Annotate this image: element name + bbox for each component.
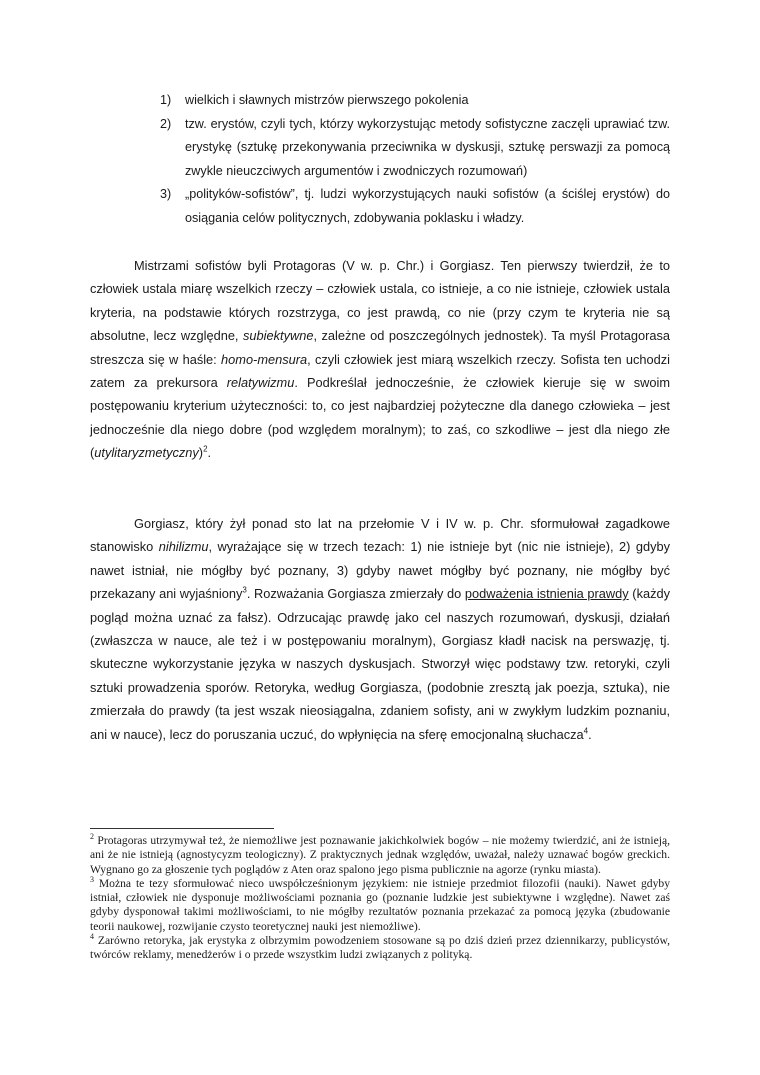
italic-term: subiektywne [243, 328, 314, 344]
text-run: (każdy pogląd można uznać za fałsz). Odrzucając prawdę jako cel naszych rozumowań, dyskusji, działań (zwłaszcza w nauce, ale też i w postępowaniu moralnym), Gorgiasz kładł nacisk na perswazję, tj. skuteczne wykorzystanie języka w naszych dyskusjach. Stworzył więc podstawy tzw. retoryki, czyli sztuki prowadzenia sporów. Retoryka, według Gorgiasza, (podobnie zresztą jak poezja, sztuka), nie zmierzała do prawdy (ta jest wszak nieosiągalna, zdaniem sofisty, ani w zwykłym ludzkim poznaniu, ani w nauce), lecz do poruszania uczuć, do wpłynięcia na sferę emocjonalną słuchacza [90, 586, 670, 742]
text-run: . Rozważania Gorgiasza zmierzały do [246, 586, 465, 602]
italic-term: utylitaryzmetyczny [94, 445, 199, 461]
footnote-ref[interactable]: 3 [242, 585, 247, 595]
text-run: , czyli człowiek jest miarą wszelkich rzeczy. Sofista ten uchodzi zatem za prekursora [90, 351, 670, 391]
list-item [160, 183, 670, 230]
footnote [90, 834, 670, 877]
list-item-number: 2) [160, 116, 172, 131]
footnote-text: Zarówno retoryka, jak erystyka z olbrzymim powodzeniem stosowane są po dziś dzień przez dziennikarzy, publicystów, twórców reklamy, menedżerów i o przede wszystkim ludzi związanych z polityką. [90, 934, 670, 962]
list-item-text: tzw. erystów, czyli tych, którzy wykorzystując metody sofistyczne zaczęli uprawiać tzw. erystykę (sztukę przekonywania przeciwnika w dyskusji, sztukę perswazji za pomocą zwykle nieuczciwych argumentów i zwodniczych rozumowań) [185, 116, 670, 178]
text-run: , zależne od poszczególnych jednostek). Ta myśl Protagorasa streszcza się w haśle: [90, 328, 671, 367]
paragraph-gorgias [90, 512, 670, 746]
footnote-ref[interactable]: 4 [583, 726, 589, 736]
footnote-text: Można te tezy sformułować nieco uwspółcześnionym językiem: nie istnieje przedmiot filozofii (nauki). Nawet gdyby istniał, człowiek nie dysponuje możliwościami poznania go (poznanie ludzkie jest subiektywne i względne). Nawet zaś gdyby dysponował takimi możliwościami, to nie mógłby rezultatów poznania przekazać za pomocą języka (zbudowanie teorii naukowej, rozwijanie czysto teoretycznej nauki jest niemożliwe). [90, 876, 670, 933]
text-run: Gorgiasz, który żył ponad sto lat na przełomie V i IV w. p. Chr. sformułował zagadkowe stanowisko [90, 516, 670, 555]
sophist-types-list [160, 89, 670, 230]
list-item [160, 89, 670, 113]
list-item-number: 1) [160, 93, 172, 107]
footnote-ref[interactable]: 2 [203, 444, 208, 454]
text-run: , wyrażające się w trzech tezach: 1) nie istnieje byt (nic nie istnieje), 2) gdyby nawet istniał, nie mógłby być poznany, 3) gdyby nawet mógłby być poznany, nie mógłby być przekazany ani wyjaśniony [90, 539, 670, 602]
footnote-number: 3 [90, 875, 94, 885]
text-run: . [207, 445, 212, 461]
italic-term: relatywizmu [226, 375, 295, 391]
list-item-text: wielkich i sławnych mistrzów pierwszego pokolenia [185, 93, 469, 107]
footnote-number: 4 [90, 932, 94, 942]
footnote [90, 877, 670, 934]
footnote-separator [90, 828, 274, 829]
paragraph-protagoras [90, 254, 670, 465]
italic-term: homo-mensura [221, 351, 308, 367]
list-item-text: „polityków-sofistów”, tj. ludzi wykorzystujących nauki sofistów (a ściślej erystów) do osiągania celów politycznych, zdobywania poklasku i władzy. [185, 187, 670, 225]
footnote [90, 934, 670, 963]
text-run: Mistrzami sofistów byli Protagoras (V w. p. Chr.) i Gorgiasz. Ten pierwszy twierdził, że to człowiek ustala miarę wszelkich rzeczy – człowiek ustala, co istnieje, a co nie istnieje, człowiek ustala kryteria, na podstawie których rozstrzyga, co jest prawdą, co nie (przy czym te kryteria nie są absolutne, lecz względne, [90, 258, 670, 344]
footnotes [90, 834, 670, 963]
footnote-text: Protagoras utrzymywał też, że niemożliwe jest poznawanie jakichkolwiek bogów – nie możemy twierdzić, ani że istnieją, ani że nie istnieją (agnostycyzm teologiczny). Z praktycznych jednak względów, uważał, należy uznawać bogów greckich. Wygnano go za głoszenie tych poglądów z Aten oraz spalono jego pisma publicznie na agorze (rynku miasta). [90, 834, 670, 876]
list-item [160, 113, 670, 184]
underlined-phrase: podważenia istnienia prawdy [464, 586, 629, 602]
text-run: ) [198, 445, 204, 461]
text-run: . [588, 726, 592, 742]
footnote-number: 2 [90, 832, 94, 842]
list-item-number: 3) [160, 187, 172, 201]
italic-term: nihilizmu [158, 539, 209, 555]
text-run: . Podkreślał jednocześnie, że człowiek kieruje się w swoim postępowaniu kryterium użyteczności: to, co jest najbardziej pożyteczne dla danego człowieka – jest jednocześnie dla niego dobre (pod względem moralnym); to zaś, co szkodliwe – jest dla niego złe ( [90, 375, 670, 461]
